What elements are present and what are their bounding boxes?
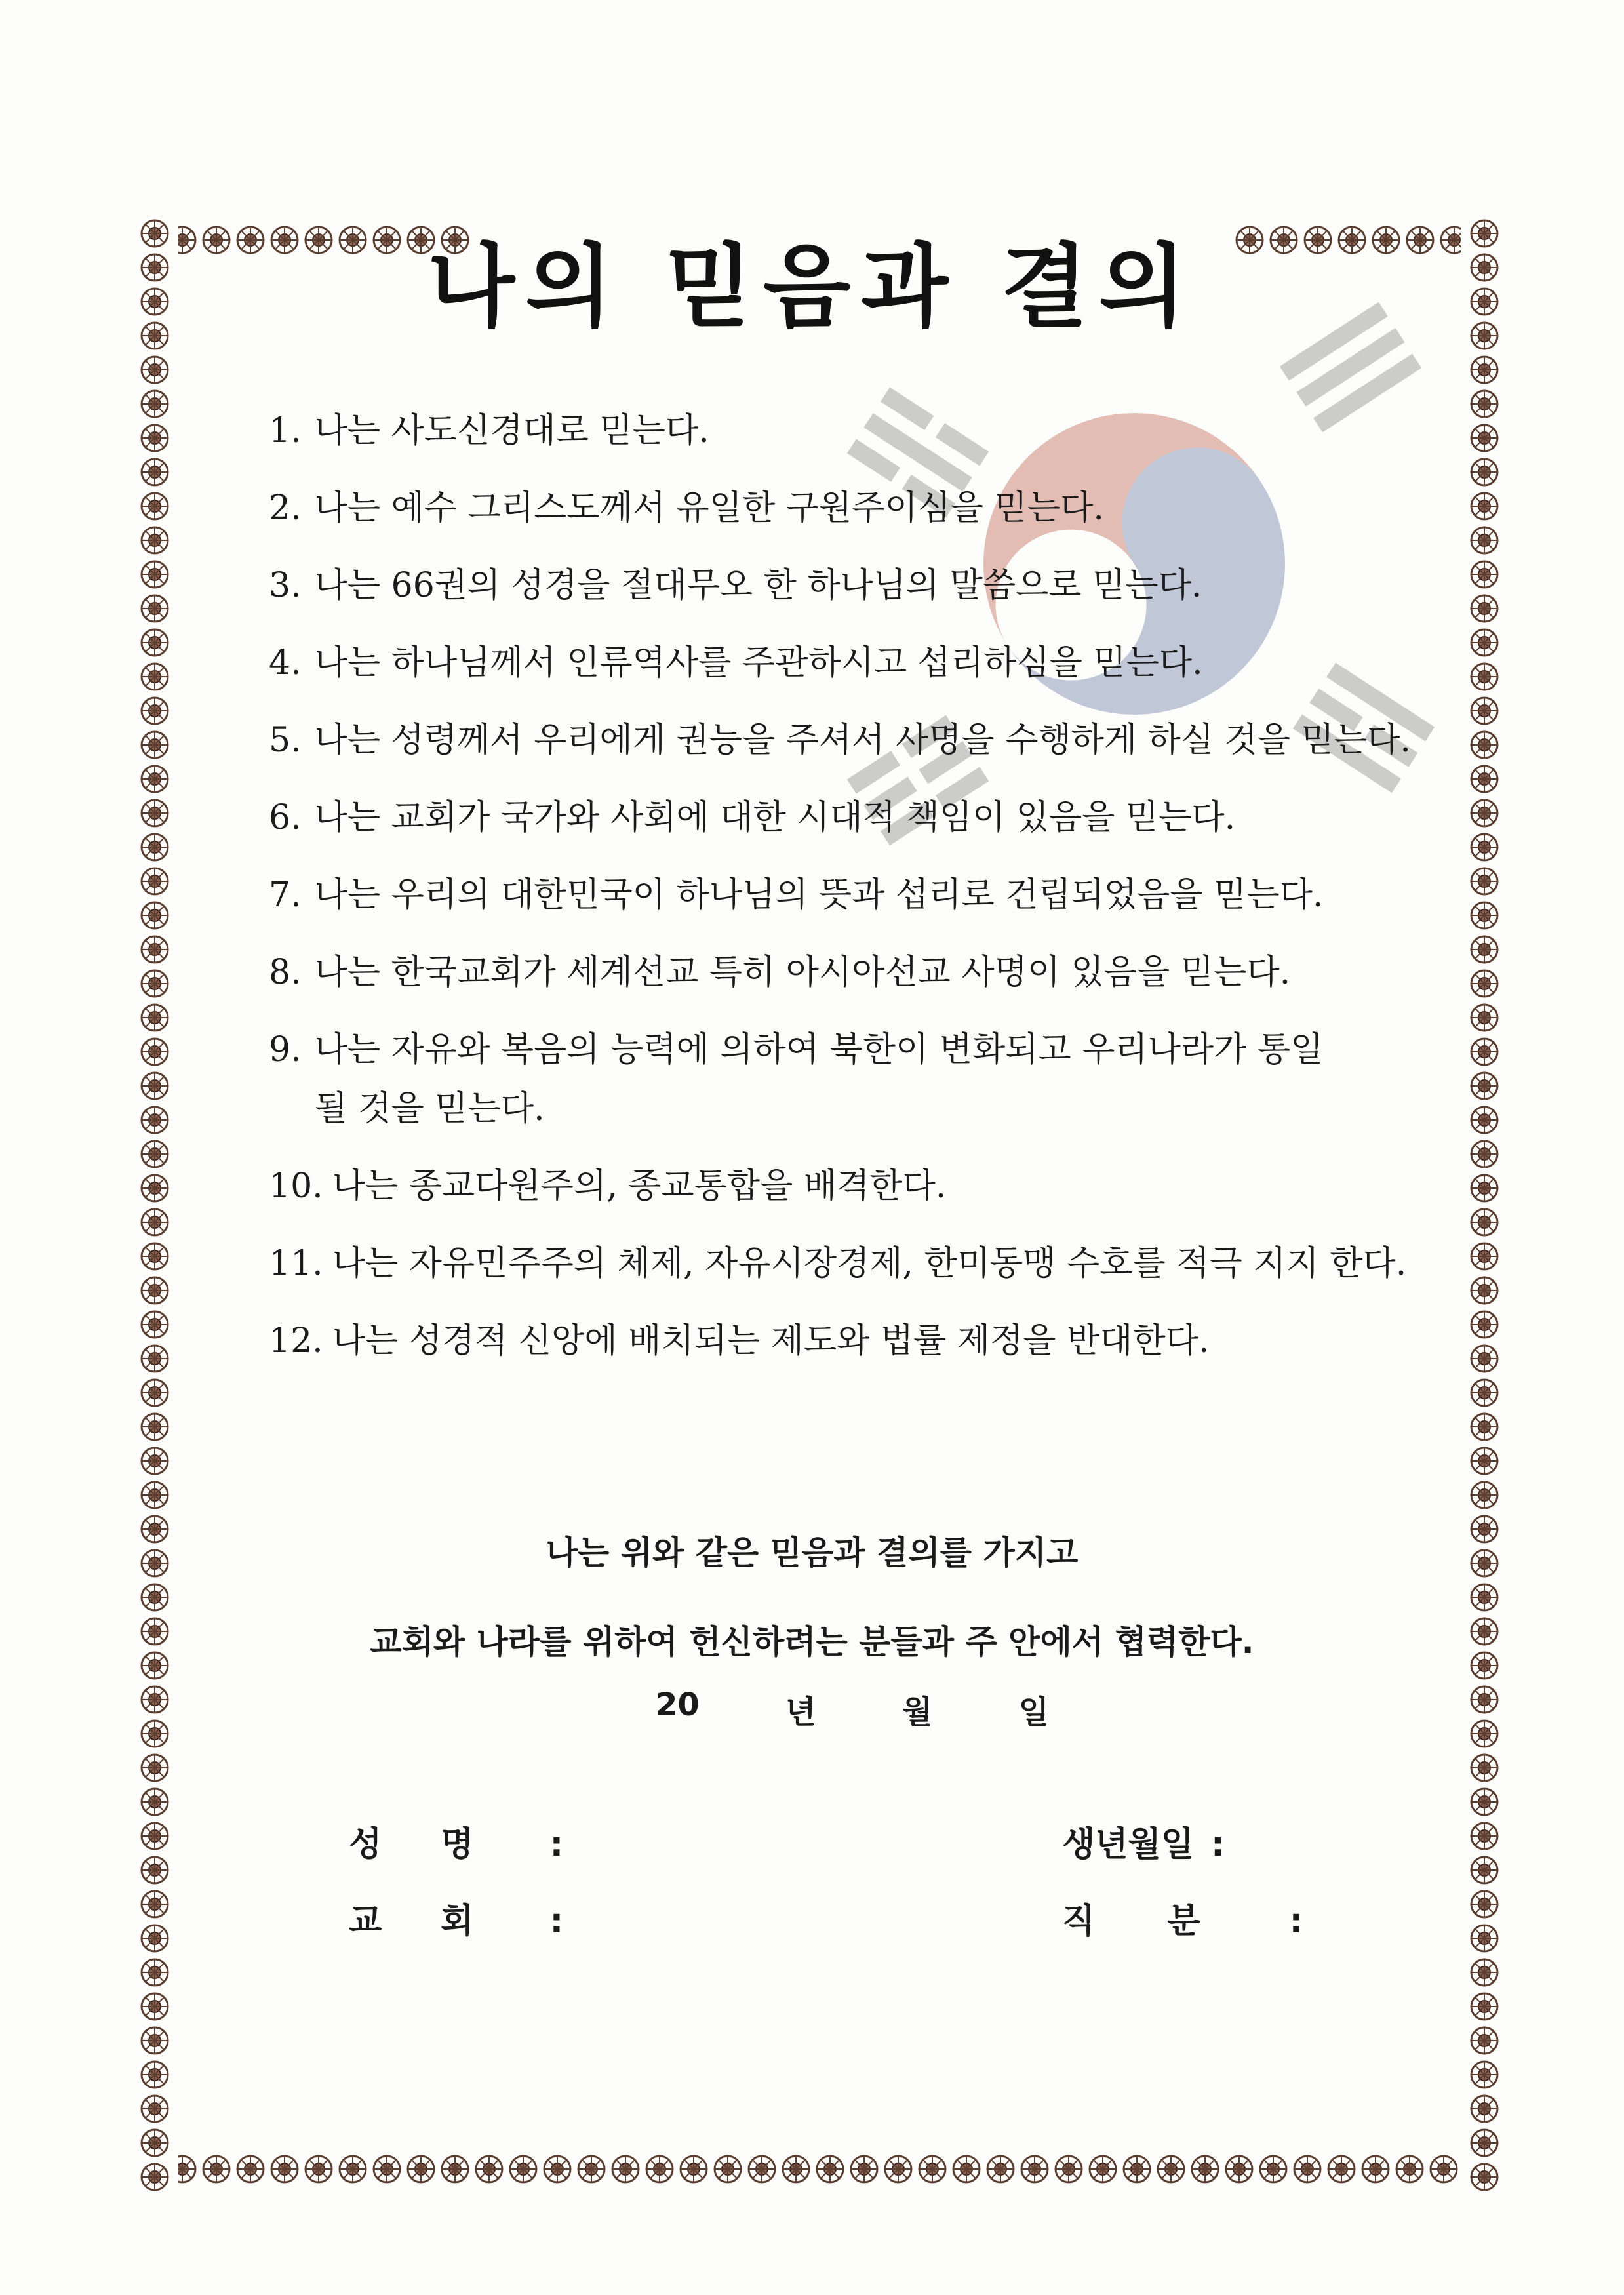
creed-text: 나는 사도신경대로 믿는다.: [314, 411, 709, 450]
creed-text: 나는 예수 그리스도께서 유일한 구원주이심을 믿는다.: [314, 489, 1104, 528]
creed-number: 3.: [269, 566, 302, 605]
date-line: [656, 1686, 1049, 1732]
name-colon: :: [549, 1825, 564, 1864]
creed-number: 11.: [269, 1244, 323, 1283]
church-colon: :: [549, 1902, 564, 1941]
creed-number: 6.: [269, 798, 302, 837]
floral-border-left: [131, 216, 178, 2193]
creed-item: [269, 943, 1449, 1002]
creed-item: [269, 633, 1449, 692]
creed-number: 2.: [269, 489, 302, 528]
creed-text: 나는 자유민주주의 체제, 자유시장경제, 한미동맹 수호를 적극 지지 한다.: [332, 1244, 1407, 1283]
creed-number: 8.: [269, 953, 302, 992]
creed-item: [269, 556, 1449, 615]
document-title: 나의 믿음과 결의: [427, 234, 1197, 340]
creed-item: [269, 1234, 1449, 1293]
floral-border-bottom: [131, 2145, 1508, 2193]
creed-text: 나는 종교다원주의, 종교통합을 배격한다.: [332, 1167, 947, 1206]
position-field: [1062, 1893, 1303, 1942]
creed-number: 12.: [269, 1321, 323, 1361]
creed-number: 4.: [269, 643, 302, 683]
closing-line-2: 교회와 나라를 위하여 헌신하려는 분들과 주 안에서 협력한다.: [370, 1623, 1254, 1661]
birthdate-label: 생년월일: [1062, 1825, 1194, 1864]
creed-text: 나는 하나님께서 인류역사를 주관하시고 섭리하심을 믿는다.: [314, 643, 1203, 683]
date-year-label: 년: [785, 1694, 816, 1730]
closing-line-1: 나는 위와 같은 믿음과 결의를 가지고: [545, 1534, 1079, 1572]
creed-item: [269, 1020, 1331, 1138]
creed-text: 나는 우리의 대한민국이 하나님의 뜻과 섭리로 건립되었음을 믿는다.: [314, 875, 1324, 915]
creed-item: [269, 788, 1449, 847]
creed-text: 나는 성경적 신앙에 배치되는 제도와 법률 제정을 반대한다.: [332, 1321, 1210, 1361]
creed-number: 7.: [269, 875, 302, 915]
creed-item: [269, 1311, 1449, 1370]
creed-text: 나는 성령께서 우리에게 권능을 주셔서 사명을 수행하게 하실 것을 믿는다.: [314, 721, 1411, 760]
creed-number: 1.: [269, 411, 302, 450]
position-colon: :: [1289, 1902, 1303, 1941]
church-field: [349, 1893, 563, 1942]
creed-number: 10.: [269, 1167, 323, 1206]
birthdate-field: [1062, 1816, 1225, 1866]
date-month-label: 월: [901, 1694, 933, 1730]
church-label: 교회: [349, 1902, 533, 1941]
date-year-prefix: 20: [656, 1686, 700, 1723]
creed-list: [269, 401, 1449, 1389]
creed-number: 9.: [269, 1030, 302, 1069]
name-label: 성명: [349, 1825, 533, 1864]
creed-item: [269, 711, 1449, 770]
position-label: 직분: [1062, 1902, 1273, 1941]
creed-item: [269, 479, 1449, 538]
creed-text: 나는 자유와 복음의 능력에 의하여 북한이 변화되고 우리나라가 통일 될 것을 믿는다.: [314, 1030, 1324, 1128]
birthdate-colon: :: [1210, 1825, 1225, 1864]
creed-item: [269, 401, 1449, 460]
creed-item: [269, 866, 1449, 925]
creed-number: 5.: [269, 721, 302, 760]
name-field: [349, 1816, 563, 1866]
closing-statement: [0, 1508, 1624, 1686]
creed-text: 나는 교회가 국가와 사회에 대한 시대적 책임이 있음을 믿는다.: [314, 798, 1236, 837]
creed-item: [269, 1157, 1449, 1216]
date-day-label: 일: [1018, 1694, 1049, 1730]
creed-text: 나는 66권의 성경을 절대무오 한 하나님의 말씀으로 믿는다.: [314, 566, 1202, 605]
creed-text: 나는 한국교회가 세계선교 특히 아시아선교 사명이 있음을 믿는다.: [314, 953, 1291, 992]
